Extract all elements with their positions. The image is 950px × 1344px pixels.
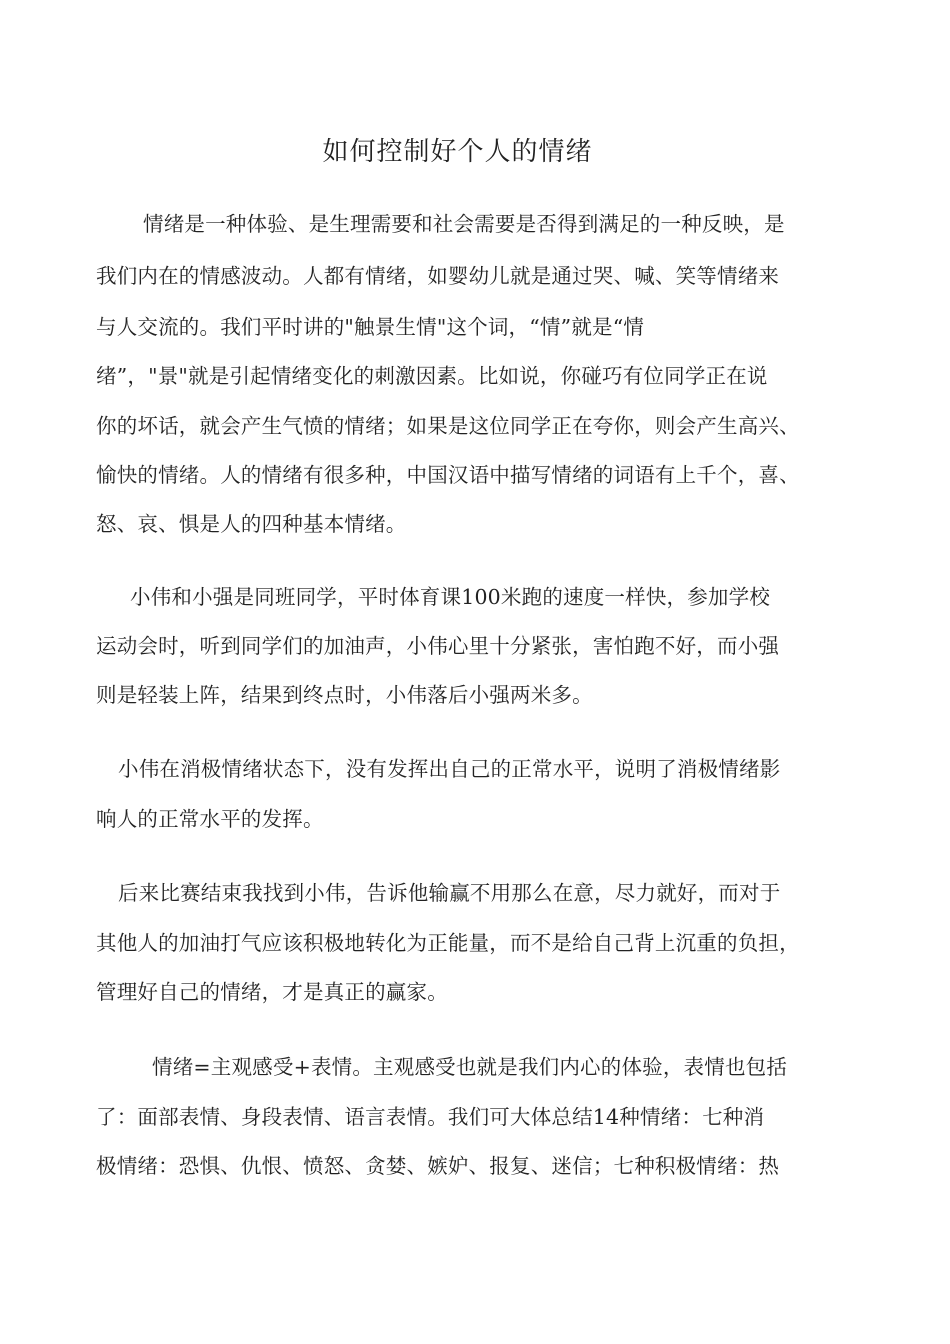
paragraph-line: 小伟在消极情绪状态下，没有发挥出自己的正常水平，说明了消极情绪影 bbox=[118, 757, 781, 781]
paragraph-line: 你的坏话，就会产生气愤的情绪；如果是这位同学正在夸你，则会产生高兴、 bbox=[96, 414, 800, 438]
paragraph-line: 绪”，"景"就是引起情绪变化的刺激因素。比如说，你碰巧有位同学正在说 bbox=[96, 364, 768, 388]
paragraph-line: 则是轻装上阵，结果到终点时，小伟落后小强两米多。 bbox=[96, 683, 593, 707]
paragraph-line: 情绪=主观感受+表情。主观感受也就是我们内心的体验，表情也包括 bbox=[152, 1055, 788, 1079]
paragraph-line: 愉快的情绪。人的情绪有很多种，中国汉语中描写情绪的词语有上千个，喜、 bbox=[96, 463, 800, 487]
paragraph-line: 与人交流的。我们平时讲的"触景生情"这个词，“情”就是“情 bbox=[96, 315, 645, 339]
paragraph-line: 极情绪：恐惧、仇恨、愤怒、贪婪、嫉妒、报复、迷信；七种积极情绪：热 bbox=[96, 1154, 780, 1178]
paragraph-line: 情绪是一种体验、是生理需要和社会需要是否得到满足的一种反映，是 bbox=[143, 212, 785, 236]
document-title: 如何控制好个人的情绪 bbox=[322, 137, 593, 167]
paragraph-line: 了：面部表情、身段表情、语言表情。我们可大体总结14种情绪：七种消 bbox=[96, 1105, 765, 1129]
paragraph-line: 管理好自己的情绪，才是真正的赢家。 bbox=[96, 980, 448, 1004]
paragraph-line: 怒、哀、惧是人的四种基本情绪。 bbox=[96, 512, 407, 536]
paragraph-line: 运动会时，听到同学们的加油声，小伟心里十分紧张，害怕跑不好，而小强 bbox=[96, 634, 780, 658]
paragraph-line: 小伟和小强是同班同学，平时体育课100米跑的速度一样快，参加学校 bbox=[130, 585, 771, 609]
paragraph-line: 其他人的加油打气应该积极地转化为正能量，而不是给自己背上沉重的负担， bbox=[96, 931, 800, 955]
paragraph-line: 我们内在的情感波动。人都有情绪，如婴幼儿就是通过哭、喊、笑等情绪来 bbox=[96, 264, 780, 288]
paragraph-line: 后来比赛结束我找到小伟，告诉他输赢不用那么在意，尽力就好，而对于 bbox=[118, 881, 781, 905]
paragraph-line: 响人的正常水平的发挥。 bbox=[96, 807, 324, 831]
